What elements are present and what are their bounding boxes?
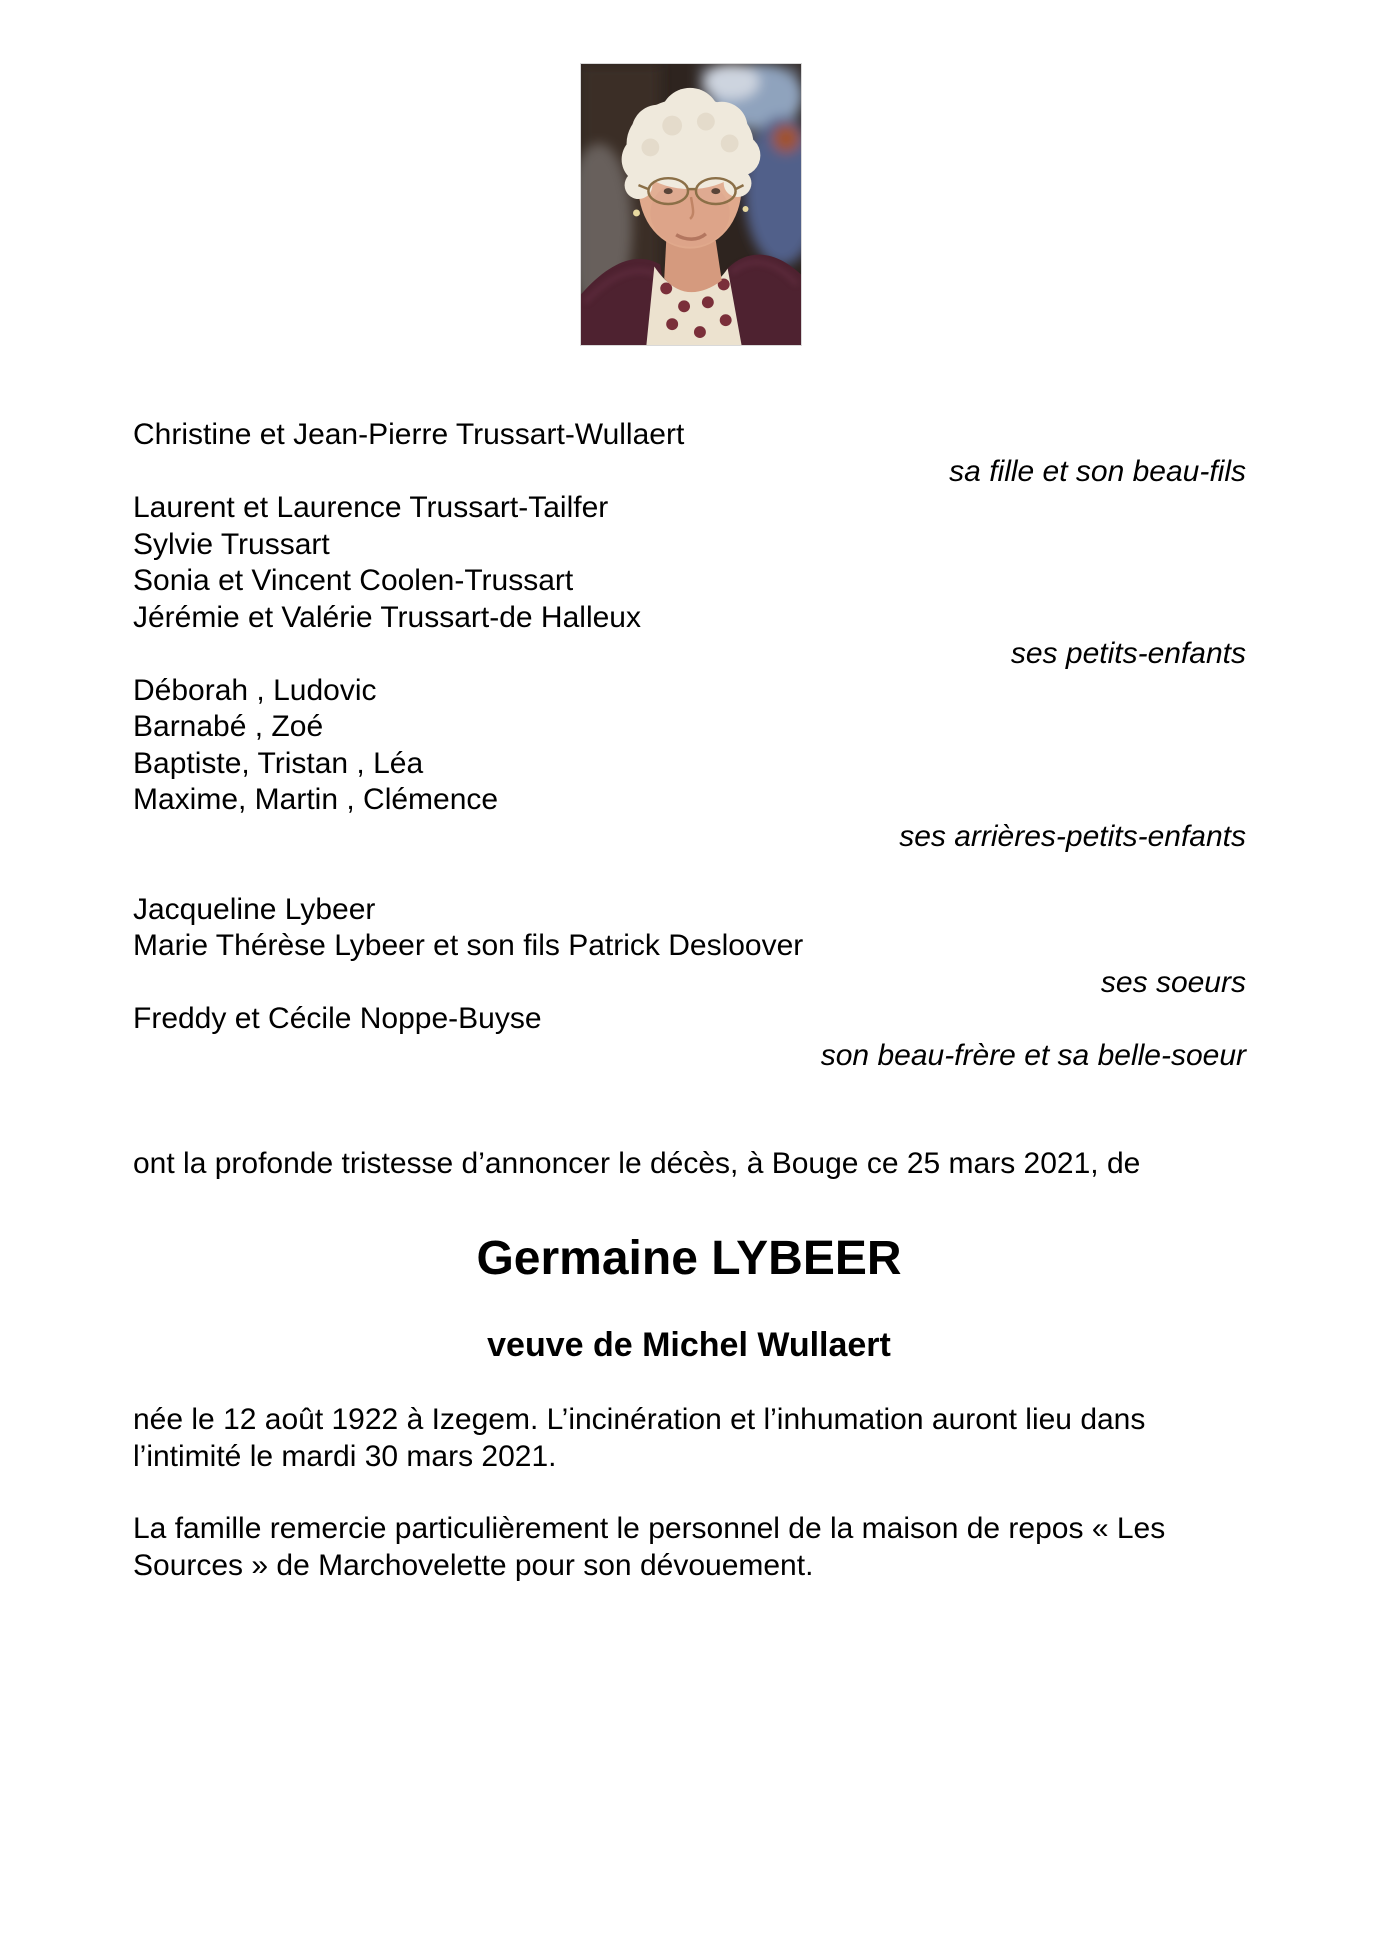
portrait-photo: [580, 63, 802, 346]
ceremony-details: [133, 1402, 1246, 1475]
relative-line: Freddy et Cécile Noppe-Buyse: [133, 1002, 542, 1035]
deceased-relationship: veuve de Michel Wullaert: [487, 1326, 891, 1364]
family-thanks: [133, 1511, 1246, 1584]
ceremony-details-line: née le 12 août 1922 à Izegem. L’incinération et l’inhumation auront lieu dans: [133, 1403, 1146, 1436]
relative-line: Maxime, Martin , Clémence: [133, 783, 499, 816]
relative-line: Barnabé , Zoé: [133, 710, 324, 743]
announcement-sentence: ont la profonde tristesse d’annoncer le décès, à Bouge ce 25 mars 2021, de: [133, 1147, 1141, 1180]
relative-line: Baptiste, Tristan , Léa: [133, 746, 424, 780]
relation-caption: ses petits-enfants: [1010, 637, 1246, 670]
relation-caption: ses soeurs: [1100, 965, 1246, 999]
family-thanks-line: Sources » de Marchovelette pour son dévouement.: [133, 1548, 814, 1582]
relative-line: Sonia et Vincent Coolen-Trussart: [133, 564, 574, 597]
relatives-list: [133, 417, 1246, 1074]
portrait-photo-illustration: [581, 64, 801, 345]
relative-line: Jacqueline Lybeer: [133, 892, 376, 926]
relative-line: Marie Thérèse Lybeer et son fils Patrick Desloover: [133, 929, 804, 962]
relation-caption: son beau-frère et sa belle-soeur: [820, 1038, 1246, 1072]
relative-line: Déborah , Ludovic: [133, 673, 377, 707]
ceremony-details-line: l’intimité le mardi 30 mars 2021.: [133, 1439, 557, 1473]
relation-caption: sa fille et son beau-fils: [949, 454, 1246, 488]
relation-caption: ses arrières-petits-enfants: [899, 819, 1246, 853]
relative-line: Laurent et Laurence Trussart-Tailfer: [133, 491, 609, 524]
deceased-name: Germaine LYBEER: [476, 1232, 902, 1285]
relative-line: Jérémie et Valérie Trussart-de Halleux: [133, 600, 641, 634]
relative-line: Sylvie Trussart: [133, 527, 330, 561]
family-thanks-line: La famille remercie particulièrement le personnel de la maison de repos « Les: [133, 1512, 1166, 1545]
relative-line: Christine et Jean-Pierre Trussart-Wullaert: [133, 418, 685, 451]
